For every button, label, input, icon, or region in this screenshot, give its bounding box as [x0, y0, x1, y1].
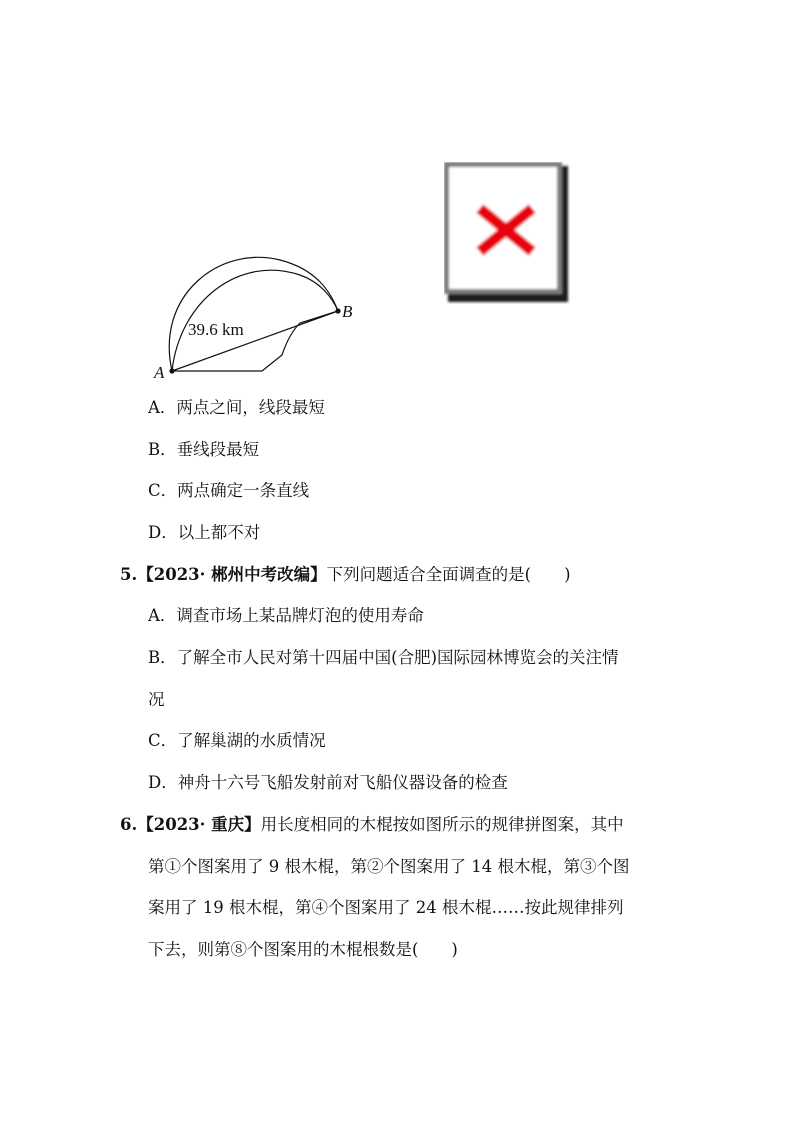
- question-number: 6.: [120, 815, 138, 834]
- question-5: [120, 565, 571, 585]
- question-source: 【2023· 郴州中考改编】: [137, 565, 327, 584]
- q5-option-b-line1: B．了解全市人民对第十四届中国(合肥)国际园林博览会的关注情: [148, 648, 619, 667]
- q4-option-c: C．两点确定一条直线: [148, 481, 310, 500]
- q5-option-b-line2: 况: [148, 690, 165, 709]
- point-a-dot: [169, 368, 174, 373]
- q4-option-d: D．以上都不对: [148, 523, 261, 542]
- broken-image-icon: [444, 162, 570, 304]
- question-stem: 下列问题适合全面调查的是( ): [326, 565, 571, 584]
- question-6: [120, 815, 624, 835]
- question-source: 【2023· 重庆】: [137, 815, 261, 834]
- distance-label: 39.6 km: [188, 320, 244, 339]
- q6-line3: 案用了 19 根木棍，第④个图案用了 24 根木棍……按此规律排列: [148, 898, 624, 917]
- q4-option-b: B．垂线段最短: [148, 440, 260, 459]
- point-b-dot: [335, 308, 340, 313]
- q6-line4: 下去，则第⑧个图案用的木棍根数是( ): [148, 940, 458, 959]
- q4-option-a: A．两点之间，线段最短: [148, 398, 325, 417]
- question-number: 5.: [120, 565, 138, 584]
- point-a-label: A: [154, 363, 165, 382]
- q5-option-c: C．了解巢湖的水质情况: [148, 731, 326, 750]
- outer-arc: [169, 257, 338, 371]
- q6-line2: 第①个图案用了 9 根木棍，第②个图案用了 14 根木棍，第③个图: [148, 857, 630, 876]
- point-b-label: B: [342, 302, 353, 321]
- question-stem-line1: 用长度相同的木棍按如图所示的规律拼图案，其中: [260, 815, 624, 834]
- route-figure: [150, 255, 365, 385]
- q5-option-a: A．调查市场上某品牌灯泡的使用寿命: [148, 606, 424, 625]
- q5-option-d: D．神舟十六号飞船发射前对飞船仪器设备的检查: [148, 773, 508, 792]
